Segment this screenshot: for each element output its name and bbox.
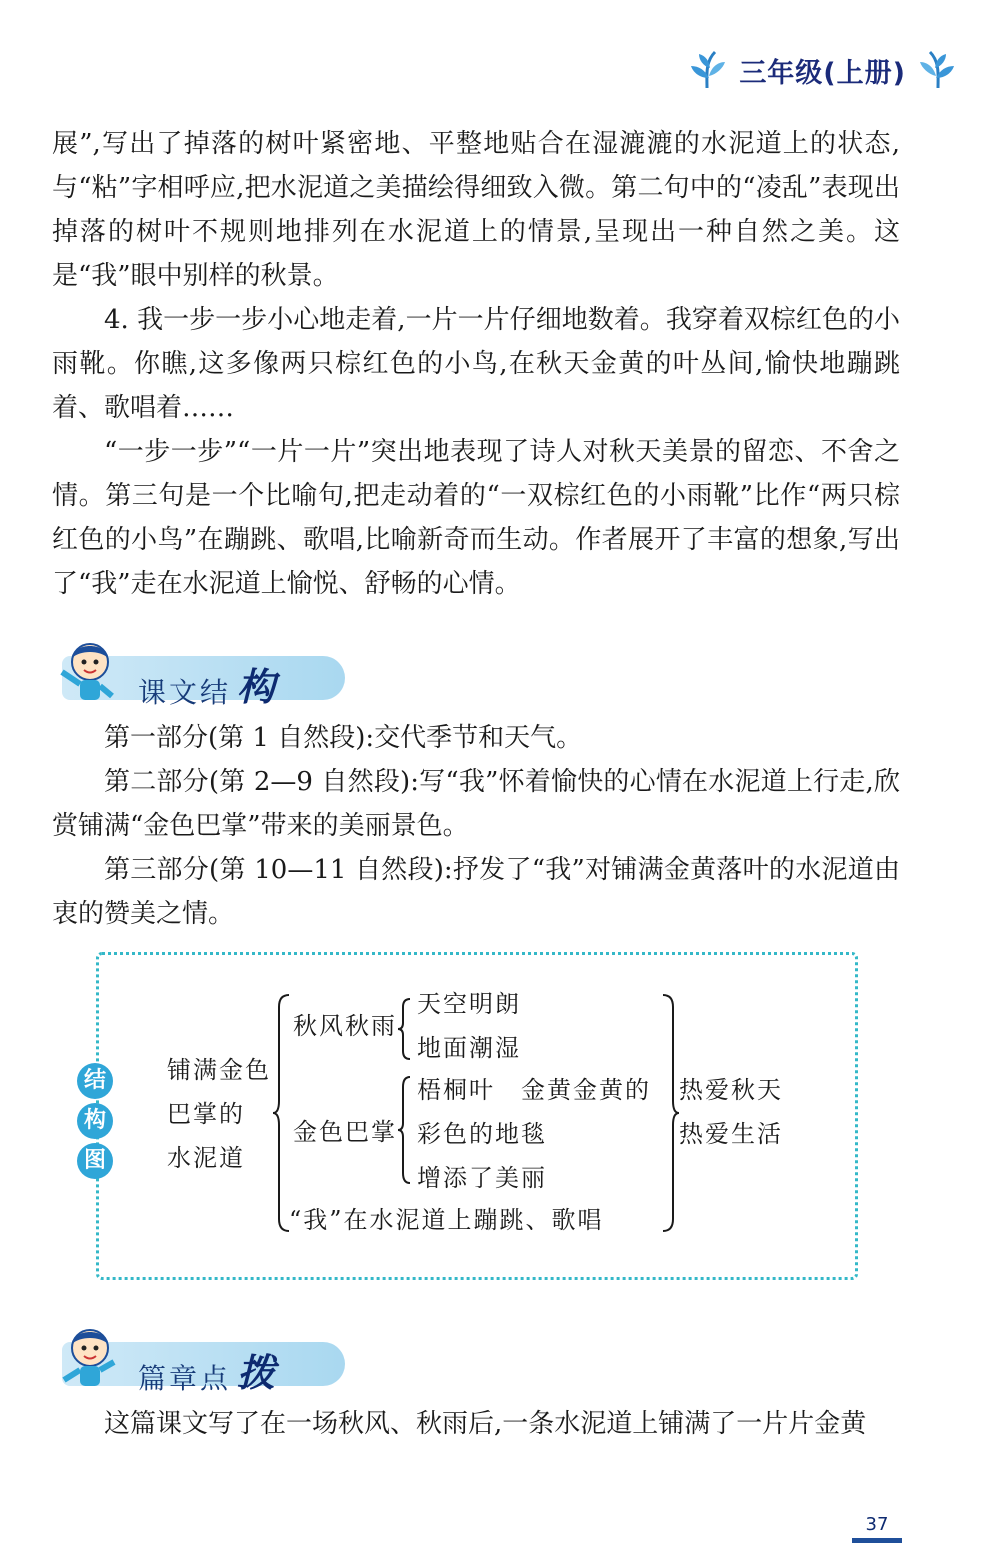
diagram-item-beauty: 增添了美丽 [417,1164,547,1192]
paragraph-guidance: 这篇课文写了在一场秋风、秋雨后,一条水泥道上铺满了一片片金黄 [104,1409,867,1439]
diagram-root-line: 水泥道 [167,1144,245,1172]
banner-title-main: 篇章点 [138,1362,232,1395]
grade-title: 三年级(上册) [739,57,906,89]
section-banner-guidance [50,1334,345,1394]
banner-title-big: 拨 [237,1351,279,1395]
diagram-item-parasol-leaf: 梧桐叶 金黄金黄的 [417,1076,651,1104]
banner-title [138,658,278,713]
right-brace [661,993,681,1233]
paragraph-sentence-4: 4. 我一步一步小心地走着,一片一片仔细地数着。我穿着双棕红色的小雨靴。你瞧,这多像两只棕红色的小鸟,在秋天金黄的叶丛间,愉快地蹦跳着、歌唱着…… [52,305,900,423]
diagram-branch-golden-palms: 金色巴掌 [293,1118,397,1146]
leaf-right-icon [916,48,960,92]
branch2-brace [397,1075,411,1185]
banner-title-big: 构 [237,665,279,709]
diagram-branch-autumn-wind: 秋风秋雨 [293,1012,397,1040]
paragraph-analysis-3: 展”,写出了掉落的树叶紧密地、平整地贴合在湿漉漉的水泥道上的状态,与“粘”字相呼应,把水泥道之美描绘得细致入微。第二句中的“凌乱”表现出掉落的树叶不规则地排列在水泥道上的情景,呈现出一种自然之美。这是“我”眼中别样的秋景。 [52,129,900,291]
branch1-brace [397,997,411,1061]
diagram-result-autumn: 热爱秋天 [679,1076,783,1104]
cartoon-kid-icon [50,634,130,714]
diagram-item-carpet: 彩色的地毯 [417,1120,547,1148]
paragraph-part-1: 第一部分(第 1 自然段):交代季节和天气。 [104,723,583,753]
diagram-item-ground: 地面潮湿 [417,1034,521,1062]
diagram-label-char: 结 [77,1063,113,1099]
structure-diagram [83,952,858,1280]
diagram-item-sky: 天空明朗 [417,990,521,1018]
paragraph-part-3: 第三部分(第 10—11 自然段):抒发了“我”对铺满金黄落叶的水泥道由衷的赞美之情。 [52,855,900,929]
section-banner-structure [50,648,345,708]
diagram-label [77,1063,117,1179]
diagram-label-char: 图 [77,1143,113,1179]
diagram-root-line: 铺满金色 [167,1056,271,1084]
main-brace [271,993,291,1233]
paragraph-part-2: 第二部分(第 2—9 自然段):写“我”怀着愉快的心情在水泥道上行走,欣赏铺满“金色巴掌”带来的美丽景色。 [52,767,900,841]
banner-title [138,1344,278,1399]
cartoon-kid-icon [50,1320,130,1400]
diagram-result-life: 热爱生活 [679,1120,783,1148]
paragraph-analysis-4: “一步一步”“一片一片”突出地表现了诗人对秋天美景的留恋、不舍之情。第三句是一个比喻句,把走动着的“一双棕红色的小雨靴”比作“两只棕红色的小鸟”在蹦跳、歌唱,比喻新奇而生动。作者展开了丰富的想象,写出了“我”走在水泥道上愉悦、舒畅的心情。 [52,437,900,599]
page-number: 37 [852,1512,902,1543]
banner-title-main: 课文结 [138,676,232,709]
diagram-branch-me: “我”在水泥道上蹦跳、歌唱 [289,1206,604,1234]
diagram-root-line: 巴掌的 [167,1100,245,1128]
page-header [685,42,960,98]
leaf-left-icon [685,48,729,92]
diagram-label-char: 构 [77,1103,113,1139]
